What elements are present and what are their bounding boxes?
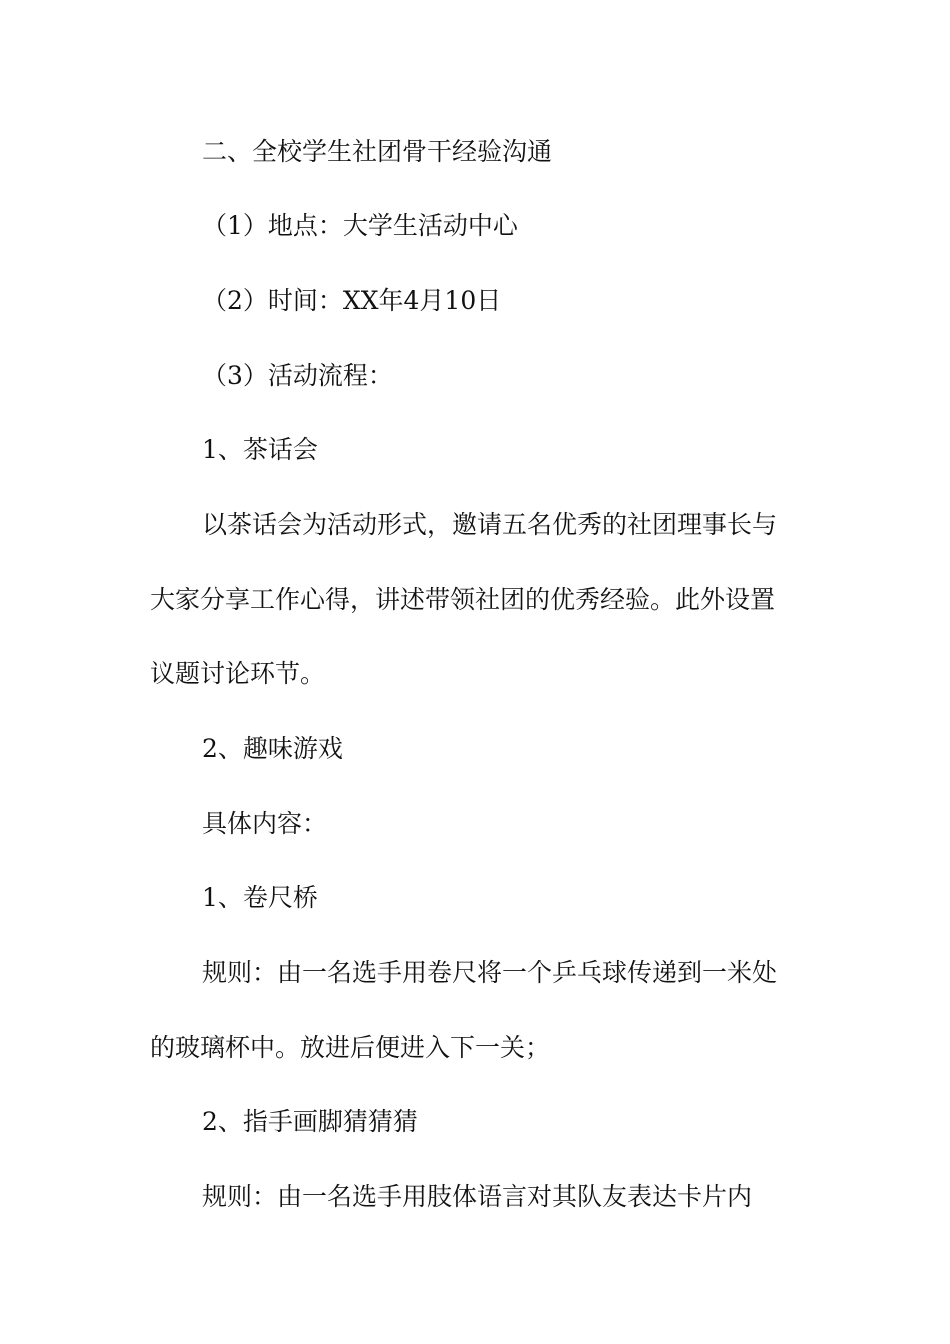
item-heading-tea-party: 1、茶话会 [202, 435, 318, 464]
paragraph-line: 大家分享工作心得，讲述带领社团的优秀经验。此外设置 [150, 585, 776, 614]
paragraph-line: 以茶话会为活动形式，邀请五名优秀的社团理事长与 [202, 510, 778, 539]
rule-line: 规则：由一名选手用卷尺将一个乒乓球传递到一米处 [202, 958, 778, 987]
game-heading-charades: 2、指手画脚猜猜猜 [202, 1107, 418, 1136]
game-heading-tape-bridge: 1、卷尺桥 [202, 883, 318, 912]
location-line: （1）地点：大学生活动中心 [202, 211, 518, 240]
time-line: （2）时间：XX年4月10日 [202, 286, 502, 315]
paragraph-line: 议题讨论环节。 [150, 659, 326, 688]
section-heading: 二、全校学生社团骨干经验沟通 [202, 137, 553, 166]
content-label: 具体内容： [202, 809, 328, 838]
item-heading-games: 2、趣味游戏 [202, 734, 343, 763]
process-line: （3）活动流程： [202, 361, 393, 390]
rule-line: 的玻璃杯中。放进后便进入下一关； [150, 1033, 551, 1062]
rule-line: 规则：由一名选手用肢体语言对其队友表达卡片内 [202, 1182, 753, 1211]
